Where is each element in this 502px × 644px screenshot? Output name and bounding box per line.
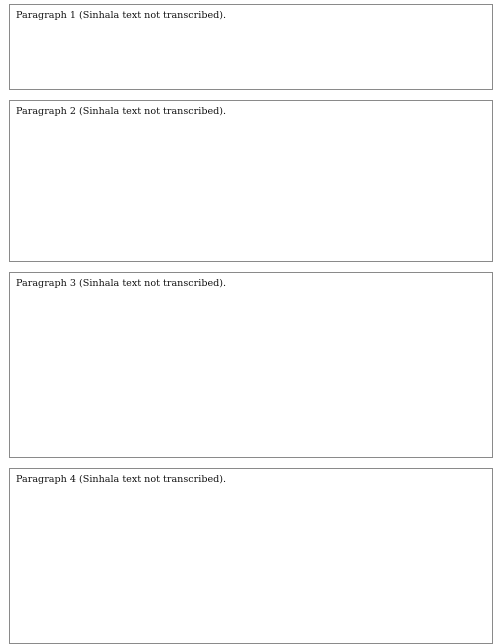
story-paragraph-1: Paragraph 1 (Sinhala text not transcribed). xyxy=(9,4,493,90)
story-paragraph-2: Paragraph 2 (Sinhala text not transcribed). xyxy=(9,100,493,262)
story-paragraph-4: Paragraph 4 (Sinhala text not transcribed). xyxy=(9,468,493,644)
story-paragraph-3: Paragraph 3 (Sinhala text not transcribed). xyxy=(9,272,493,458)
